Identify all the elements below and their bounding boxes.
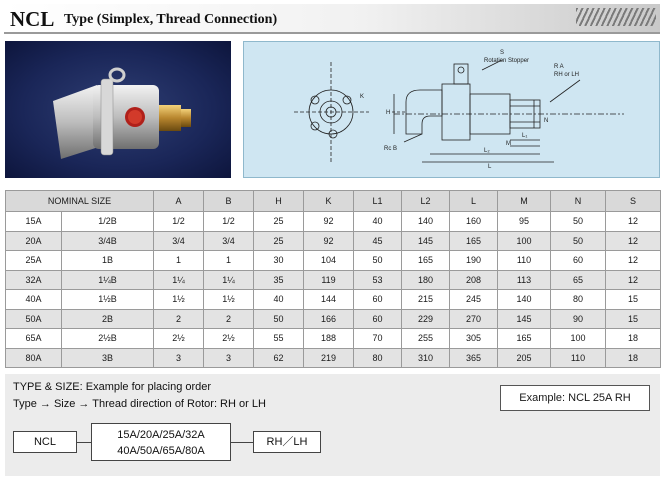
cell-l1: 40 <box>354 212 402 232</box>
header-h: H <box>254 191 304 212</box>
table-row <box>6 309 661 329</box>
cell-l: 190 <box>450 251 498 271</box>
cell-k: 188 <box>304 329 354 349</box>
header-nominal-size: NOMINAL SIZE <box>6 191 154 212</box>
cell-b: 1¼ <box>204 270 254 290</box>
cell-h: 25 <box>254 231 304 251</box>
cell-size: 32A <box>6 270 62 290</box>
header-l: L <box>450 191 498 212</box>
table-row <box>6 270 661 290</box>
cell-m: 145 <box>498 309 551 329</box>
cell-s: 15 <box>606 290 661 310</box>
cell-inch: 1/2B <box>62 212 154 232</box>
header-l1: L1 <box>354 191 402 212</box>
table-row <box>6 212 661 232</box>
cell-k: 104 <box>304 251 354 271</box>
cell-l: 365 <box>450 348 498 368</box>
cell-l2: 215 <box>402 290 450 310</box>
cell-a: 2½ <box>154 329 204 349</box>
cell-n: 50 <box>551 212 606 232</box>
dim-label-rh-lh: RH or LH <box>554 72 580 78</box>
cell-b: 3 <box>204 348 254 368</box>
cell-l: 208 <box>450 270 498 290</box>
cell-k: 219 <box>304 348 354 368</box>
dimension-drawing <box>244 42 661 179</box>
cell-l2: 145 <box>402 231 450 251</box>
size-options-box <box>91 423 231 461</box>
dim-label-l2: L₂ <box>484 148 490 154</box>
cell-h: 30 <box>254 251 304 271</box>
cell-inch: 2B <box>62 309 154 329</box>
cell-l2: 229 <box>402 309 450 329</box>
cell-s: 12 <box>606 231 661 251</box>
cell-l2: 140 <box>402 212 450 232</box>
product-photo <box>5 41 231 178</box>
cell-h: 50 <box>254 309 304 329</box>
product-code-title: NCL <box>10 7 55 31</box>
cell-m: 140 <box>498 290 551 310</box>
cell-k: 166 <box>304 309 354 329</box>
order-sequence-text: Type → Size → Thread direction of Rotor: RH or LH <box>13 398 266 410</box>
cell-m: 113 <box>498 270 551 290</box>
cell-inch: 3/4B <box>62 231 154 251</box>
cell-size: 65A <box>6 329 62 349</box>
product-type-subtitle: Type (Simplex, Thread Connection) <box>64 12 278 27</box>
dim-label-l1: L₁ <box>522 133 528 139</box>
table-row <box>6 290 661 310</box>
cell-a: 1/2 <box>154 212 204 232</box>
cell-l1: 60 <box>354 309 402 329</box>
cell-l2: 180 <box>402 270 450 290</box>
dimension-table <box>5 190 661 368</box>
table-row <box>6 231 661 251</box>
cell-l: 245 <box>450 290 498 310</box>
cell-m: 100 <box>498 231 551 251</box>
cell-a: 1¼ <box>154 270 204 290</box>
cell-l: 165 <box>450 231 498 251</box>
dim-label-m: M <box>506 141 511 147</box>
cell-inch: 3B <box>62 348 154 368</box>
cell-k: 119 <box>304 270 354 290</box>
order-example-panel <box>5 374 660 476</box>
cell-b: 3/4 <box>204 231 254 251</box>
cell-l2: 165 <box>402 251 450 271</box>
table-row <box>6 348 661 368</box>
cell-a: 3 <box>154 348 204 368</box>
cell-l1: 53 <box>354 270 402 290</box>
cell-inch: 1¼B <box>62 270 154 290</box>
connector-line <box>77 442 91 443</box>
cell-size: 80A <box>6 348 62 368</box>
cell-s: 18 <box>606 348 661 368</box>
rotary-joint-photo-illustration <box>5 41 231 178</box>
cell-a: 1½ <box>154 290 204 310</box>
dim-label-s: S <box>500 50 505 56</box>
cell-b: 1/2 <box>204 212 254 232</box>
cell-l2: 255 <box>402 329 450 349</box>
cell-l: 305 <box>450 329 498 349</box>
cell-m: 205 <box>498 348 551 368</box>
dim-label-rc-b: Rc B <box>384 146 398 152</box>
cell-h: 40 <box>254 290 304 310</box>
cell-l1: 50 <box>354 251 402 271</box>
cell-n: 50 <box>551 231 606 251</box>
technical-drawing <box>243 41 660 178</box>
page-header <box>4 4 660 34</box>
rotation-stopper-label: Rotation Stopper <box>484 58 530 64</box>
cell-k: 92 <box>304 212 354 232</box>
dim-label-h: H <box>386 110 391 116</box>
cell-a: 1 <box>154 251 204 271</box>
cell-n: 100 <box>551 329 606 349</box>
cell-s: 18 <box>606 329 661 349</box>
table-row <box>6 329 661 349</box>
dim-label-ra: R A <box>554 64 564 70</box>
cell-a: 3/4 <box>154 231 204 251</box>
cell-s: 12 <box>606 212 661 232</box>
cell-m: 95 <box>498 212 551 232</box>
dim-label-n: N <box>544 118 549 124</box>
cell-l1: 80 <box>354 348 402 368</box>
cell-b: 2 <box>204 309 254 329</box>
connector-line <box>231 442 253 443</box>
cell-m: 110 <box>498 251 551 271</box>
size-options-line-1: 15A/20A/25A/32A <box>117 429 205 441</box>
cell-m: 165 <box>498 329 551 349</box>
dim-label-l: L <box>488 164 492 170</box>
cell-l1: 60 <box>354 290 402 310</box>
type-size-heading: TYPE & SIZE: Example for placing order <box>13 381 212 393</box>
cell-l1: 45 <box>354 231 402 251</box>
cell-h: 35 <box>254 270 304 290</box>
decorative-stripes <box>576 8 656 26</box>
size-options-line-2: 40A/50A/65A/80A <box>117 445 205 457</box>
cell-n: 60 <box>551 251 606 271</box>
cell-size: 50A <box>6 309 62 329</box>
cell-b: 1 <box>204 251 254 271</box>
cell-k: 144 <box>304 290 354 310</box>
cell-inch: 2½B <box>62 329 154 349</box>
cell-n: 65 <box>551 270 606 290</box>
header-a: A <box>154 191 204 212</box>
header-l2: L2 <box>402 191 450 212</box>
cell-inch: 1½B <box>62 290 154 310</box>
cell-n: 90 <box>551 309 606 329</box>
cell-size: 25A <box>6 251 62 271</box>
header-k: K <box>304 191 354 212</box>
header-s: S <box>606 191 661 212</box>
header-b: B <box>204 191 254 212</box>
cell-b: 1½ <box>204 290 254 310</box>
cell-n: 110 <box>551 348 606 368</box>
cell-h: 55 <box>254 329 304 349</box>
header-n: N <box>551 191 606 212</box>
cell-size: 40A <box>6 290 62 310</box>
type-code-box: NCL <box>13 431 77 453</box>
example-order-box: Example: NCL 25A RH <box>500 385 650 411</box>
dim-label-k: K <box>360 94 365 100</box>
cell-h: 62 <box>254 348 304 368</box>
cell-b: 2½ <box>204 329 254 349</box>
cell-size: 15A <box>6 212 62 232</box>
cell-n: 80 <box>551 290 606 310</box>
cell-a: 2 <box>154 309 204 329</box>
cell-s: 12 <box>606 270 661 290</box>
cell-inch: 1B <box>62 251 154 271</box>
cell-l: 270 <box>450 309 498 329</box>
cell-s: 12 <box>606 251 661 271</box>
cell-h: 25 <box>254 212 304 232</box>
cell-size: 20A <box>6 231 62 251</box>
table-row <box>6 251 661 271</box>
cell-s: 15 <box>606 309 661 329</box>
cell-l: 160 <box>450 212 498 232</box>
header-m: M <box>498 191 551 212</box>
cell-k: 92 <box>304 231 354 251</box>
cell-l1: 70 <box>354 329 402 349</box>
cell-l2: 310 <box>402 348 450 368</box>
direction-box: RH／LH <box>253 431 321 453</box>
table-header-row <box>6 191 661 212</box>
